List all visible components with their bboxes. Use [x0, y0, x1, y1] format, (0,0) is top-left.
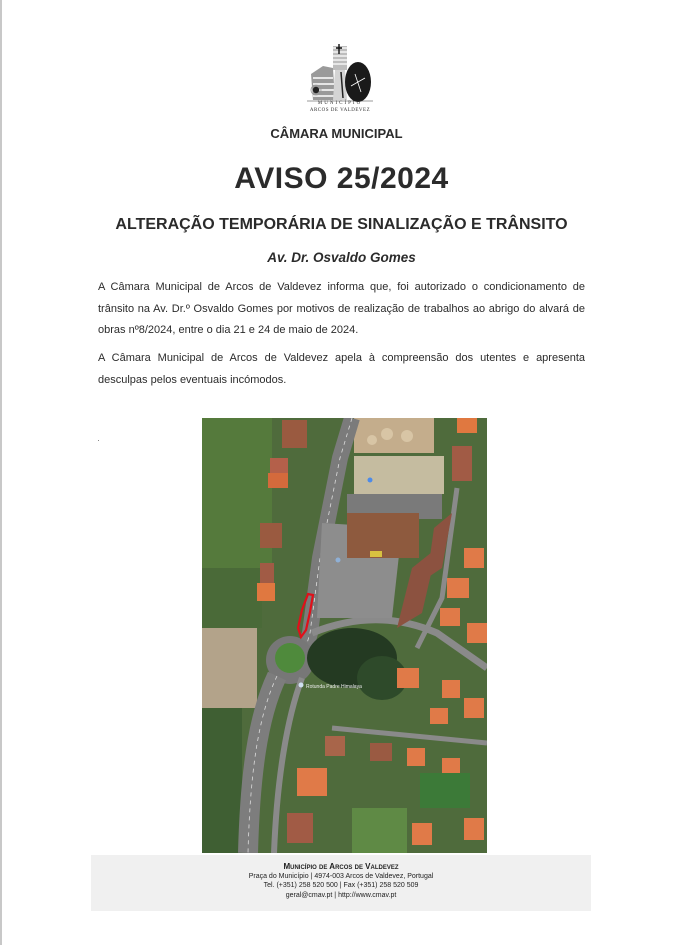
footer-address: Praça do Município | 4974-003 Arcos de Valdevez, Portugal [248, 872, 434, 880]
footer-contact-block [91, 855, 591, 911]
body-paragraph-2: A Câmara Municipal de Arcos de Valdevez apela à compreensão dos utentes e apresenta desculpas pelos eventuais incómodos. [98, 352, 585, 386]
aerial-map-image [202, 418, 487, 853]
organization-heading: CÂMARA MUNICIPAL [270, 126, 403, 141]
satellite-map-graphic [202, 418, 487, 853]
page-left-border [0, 0, 2, 945]
body-paragraph-1: A Câmara Municipal de Arcos de Valdevez informa que, foi autorizado o condicionamento de trânsito na Av. Dr.º Osvaldo Gomes por motivos de realização de trabalhos ao abrigo do alvará de obras nº8/2024, entre o dia 21 e 24 de maio de 2024. [98, 281, 585, 336]
municipality-coat-of-arms-icon [303, 38, 377, 118]
map-label-rotunda: Rotunda Padre Himalaya [306, 684, 362, 690]
notice-subtitle: ALTERAÇÃO TEMPORÁRIA DE SINALIZAÇÃO E TRÂNSITO [115, 216, 568, 233]
logo-caption-arcos: ARCOS DE VALDEVEZ [309, 108, 371, 113]
street-name: Av. Dr. Osvaldo Gomes [267, 250, 416, 265]
logo-caption-municipio: MUNICÍPIO [317, 101, 363, 106]
footer-phone-fax: Tel. (+351) 258 520 500 | Fax (+351) 258 520 509 [263, 882, 419, 889]
footer-contact-links[interactable]: geral@cmav.pt | http://www.cmav.pt [285, 891, 397, 899]
footer-org-name: Município de Arcos de Valdevez [283, 862, 399, 871]
notice-title: AVISO 25/2024 [234, 162, 449, 195]
stray-mark [98, 440, 99, 441]
